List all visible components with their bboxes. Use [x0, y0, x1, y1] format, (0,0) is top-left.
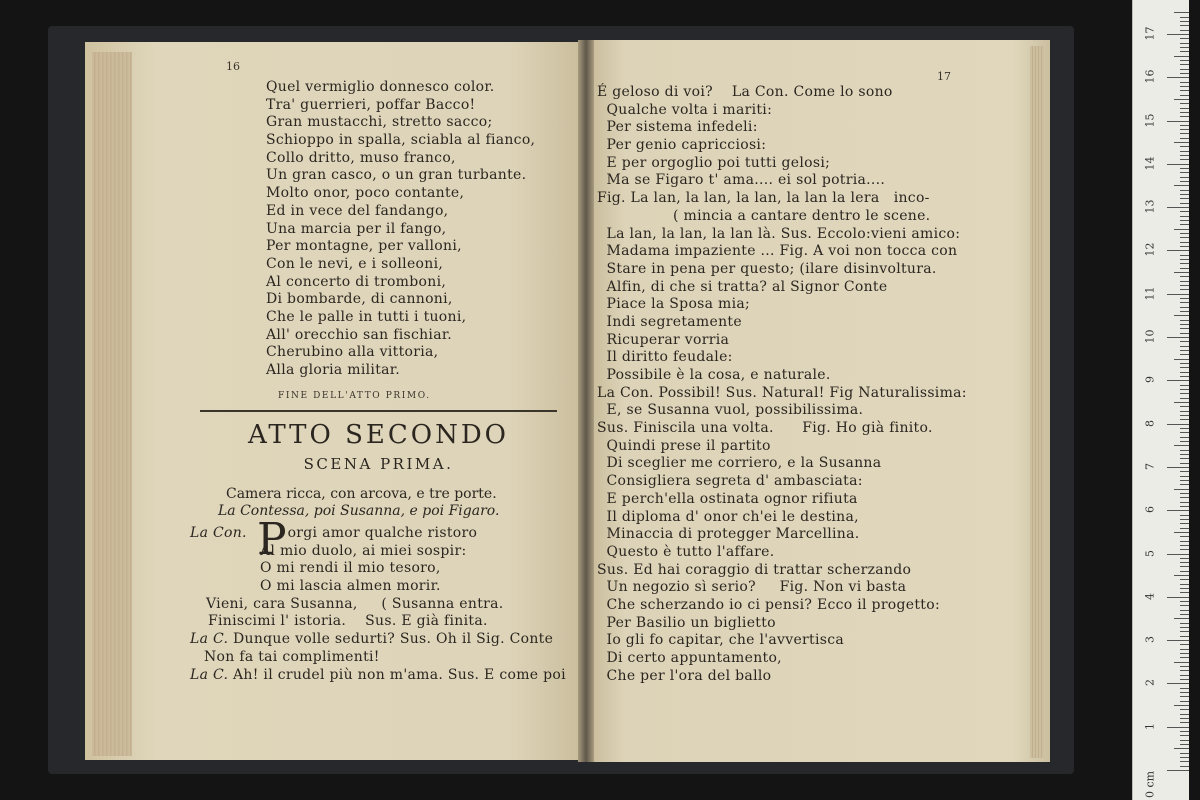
ruler-tick — [1180, 471, 1189, 472]
speaker-name: La C. — [190, 631, 234, 648]
ruler-tick — [1180, 168, 1189, 169]
verse-line: Molto onor, poco contante, — [266, 185, 465, 202]
ruler-tick — [1180, 298, 1189, 299]
ruler-tick — [1167, 424, 1189, 425]
ruler-number: 16 — [1143, 69, 1157, 84]
ruler-tick — [1180, 307, 1189, 308]
ruler-number: 17 — [1143, 26, 1157, 41]
ruler-tick — [1180, 528, 1189, 529]
text-line: Per Basilio un biglietto — [597, 614, 776, 631]
text-line: ( mincia a cantare dentro le scene. — [597, 207, 931, 224]
ruler-tick — [1180, 220, 1189, 221]
ruler-tick — [1180, 302, 1189, 303]
stage-direction-characters: La Contessa, poi Susanna, e poi Figaro. — [218, 503, 500, 519]
ruler-tick — [1180, 657, 1189, 658]
ruler-tick — [1167, 77, 1189, 78]
ruler-tick — [1180, 761, 1189, 762]
ruler-tick — [1180, 515, 1189, 516]
ruler-tick — [1180, 562, 1189, 563]
ruler-tick — [1180, 328, 1189, 329]
text-line: Stare in pena per questo; (ilare disinvoltura. — [597, 260, 937, 277]
ruler-tick — [1180, 129, 1189, 130]
book-gutter — [578, 40, 594, 762]
ruler-tick — [1180, 718, 1189, 719]
ruler-tick — [1180, 579, 1189, 580]
ruler-tick — [1174, 662, 1189, 663]
ruler-tick — [1174, 575, 1189, 576]
ruler-tick — [1180, 419, 1189, 420]
ruler-number: 1 — [1143, 722, 1157, 730]
text-line: Qualche volta i mariti: — [597, 101, 773, 118]
text-line: Di sceglier me corriero, e la Susanna — [597, 455, 882, 472]
ruler-number: 10 — [1143, 329, 1157, 344]
text-line: La Con. Possibil! Sus. Natural! Fig Naturalissima: — [597, 384, 967, 401]
ruler-tick — [1180, 666, 1189, 667]
text-line: Madama impaziente ... Fig. A voi non tocca con — [597, 243, 958, 260]
stage-direction-setting: Camera ricca, con arcova, e tre porte. — [226, 486, 497, 502]
dialogue-line — [190, 667, 566, 685]
text-line: Possibile è la cosa, e naturale. — [597, 367, 831, 383]
ruler-tick — [1180, 146, 1189, 147]
ruler-tick — [1180, 155, 1189, 156]
dialogue-line — [190, 543, 566, 561]
ruler-tick — [1180, 692, 1189, 693]
dialogue-text: Al mio duolo, ai miei sospir: — [260, 542, 467, 559]
measuring-ruler — [1132, 0, 1189, 800]
ruler-tick — [1180, 246, 1189, 247]
verse-line: Per montagne, per valloni, — [266, 238, 462, 255]
dialogue-line — [190, 525, 566, 543]
text-line: Questo è tutto l'affare. — [597, 543, 775, 560]
ruler-tick — [1180, 311, 1189, 312]
ruler-tick — [1167, 554, 1189, 555]
text-line: Che scherzando io ci pensi? Ecco il progetto: — [597, 596, 940, 613]
end-of-act-label: FINE DELL'ATTO PRIMO. — [278, 391, 431, 401]
ruler-tick — [1180, 64, 1189, 65]
dialogue-line — [190, 631, 566, 649]
ruler-tick — [1167, 597, 1189, 598]
ruler-tick — [1174, 229, 1189, 230]
ruler-tick — [1180, 385, 1189, 386]
ruler-tick — [1180, 73, 1189, 74]
ruler-tick — [1174, 445, 1189, 446]
page-edges-right — [1030, 46, 1044, 758]
verse-line: Di bombarde, di cannoni, — [266, 291, 453, 308]
dialogue-text: orgi amor qualche ristoro — [287, 525, 478, 541]
ruler-tick — [1180, 614, 1189, 615]
text-line: É geloso di voi? La Con. Come lo sono — [597, 84, 893, 100]
ruler-tick — [1167, 164, 1189, 165]
ruler-tick — [1167, 121, 1189, 122]
dialogue-line — [190, 560, 566, 578]
text-line: Io gli fo capitar, che l'avvertisca — [597, 632, 845, 649]
dialogue-text: Finiscimi l' istoria. Sus. E già finita. — [208, 613, 488, 630]
ruler-tick — [1180, 363, 1189, 364]
ruler-tick — [1180, 722, 1189, 723]
ruler-tick — [1180, 320, 1189, 321]
dialogue-text: Dunque volle sedurti? Sus. Oh il Sig. Conte — [233, 631, 554, 648]
ruler-tick — [1180, 133, 1189, 134]
ruler-tick — [1167, 380, 1189, 381]
ruler-tick — [1180, 675, 1189, 676]
ruler-tick — [1180, 588, 1189, 589]
ruler-tick — [1180, 740, 1189, 741]
ruler-tick — [1180, 125, 1189, 126]
ruler-tick — [1180, 571, 1189, 572]
text-line: Minaccia di protegger Marcellina. — [597, 526, 860, 543]
ruler-tick — [1180, 30, 1189, 31]
ruler-tick — [1167, 640, 1189, 641]
ruler-tick — [1180, 25, 1189, 26]
dialogue-line — [190, 613, 566, 631]
ruler-tick — [1180, 757, 1189, 758]
ruler-tick — [1180, 259, 1189, 260]
ruler-tick — [1180, 51, 1189, 52]
ruler-tick — [1180, 95, 1189, 96]
ruler-tick — [1180, 224, 1189, 225]
ruler-tick — [1180, 177, 1189, 178]
ruler-tick — [1180, 450, 1189, 451]
ruler-tick — [1180, 289, 1189, 290]
verse-line: Alla gloria militar. — [266, 362, 400, 378]
text-line: Che per l'ora del ballo — [597, 667, 772, 684]
ruler-tick — [1180, 605, 1189, 606]
verse-line: Schioppo in spalla, sciabla al fianco, — [266, 132, 536, 149]
ruler-tick — [1180, 623, 1189, 624]
ruler-tick — [1180, 411, 1189, 412]
verse-line: All' orecchio san fischiar. — [266, 326, 453, 343]
ruler-tick — [1180, 627, 1189, 628]
speaker-name: La Con. — [190, 525, 252, 541]
ruler-number: 4 — [1143, 592, 1157, 600]
ruler-tick — [1180, 437, 1189, 438]
ruler-tick — [1180, 497, 1189, 498]
ruler-tick — [1180, 458, 1189, 459]
ruler-number: 2 — [1143, 679, 1157, 687]
ruler-tick — [1180, 519, 1189, 520]
dialogue-text: Non fa tai complimenti! — [204, 648, 380, 665]
text-line: Il diritto feudale: — [597, 349, 733, 366]
text-line: La lan, la lan, la lan là. Sus. Eccolo:vieni amico: — [597, 225, 961, 242]
ruler-tick — [1180, 636, 1189, 637]
ruler-tick — [1180, 194, 1189, 195]
ruler-tick — [1180, 203, 1189, 204]
page-number-left: 16 — [226, 60, 240, 73]
ruler-tick — [1180, 502, 1189, 503]
ruler-tick — [1174, 315, 1189, 316]
ruler-tick — [1180, 69, 1189, 70]
ruler-tick — [1180, 398, 1189, 399]
ruler-tick — [1174, 359, 1189, 360]
ruler-tick — [1180, 441, 1189, 442]
ruler-tick — [1174, 489, 1189, 490]
ruler-tick — [1180, 696, 1189, 697]
ruler-tick — [1180, 190, 1189, 191]
ruler-tick — [1180, 701, 1189, 702]
ruler-tick — [1180, 493, 1189, 494]
act-title: ATTO SECONDO — [247, 420, 509, 450]
drop-cap: P — [257, 514, 287, 565]
ruler-tick — [1180, 60, 1189, 61]
ruler-tick — [1180, 138, 1189, 139]
ruler-tick — [1180, 670, 1189, 671]
ruler-tick — [1180, 753, 1189, 754]
ruler-tick — [1167, 683, 1189, 684]
text-line: Consigliera segreta d' ambasciata: — [597, 473, 863, 490]
ruler-tick — [1174, 99, 1189, 100]
ruler-tick — [1180, 263, 1189, 264]
ruler-tick — [1167, 337, 1189, 338]
ruler-tick — [1180, 376, 1189, 377]
ruler-tick — [1180, 558, 1189, 559]
ruler-tick — [1180, 484, 1189, 485]
ruler-tick — [1167, 250, 1189, 251]
ruler-tick — [1180, 679, 1189, 680]
ruler-tick — [1174, 185, 1189, 186]
ruler-tick — [1180, 463, 1189, 464]
ruler-tick — [1180, 644, 1189, 645]
ruler-tick — [1180, 341, 1189, 342]
ruler-tick — [1180, 566, 1189, 567]
text-line: Il diploma d' onor ch'ei le destina, — [597, 508, 859, 525]
ruler-tick — [1180, 116, 1189, 117]
verse-line: Gran mustacchi, stretto sacco; — [266, 114, 493, 131]
ruler-tick — [1174, 618, 1189, 619]
text-line: E perch'ella ostinata ognor rifiuta — [597, 490, 858, 507]
text-line: Un negozio sì serio? Fig. Non vi basta — [597, 579, 907, 596]
ruler-tick — [1180, 714, 1189, 715]
ruler-tick — [1180, 584, 1189, 585]
ruler-tick — [1180, 211, 1189, 212]
ruler-tick — [1174, 12, 1189, 13]
ruler-tick — [1167, 727, 1189, 728]
ruler-tick — [1180, 610, 1189, 611]
text-line: Indi segretamente — [597, 313, 742, 330]
ruler-number: 7 — [1143, 462, 1157, 470]
ruler-tick — [1167, 510, 1189, 511]
ruler-tick — [1180, 17, 1189, 18]
speaker-name: La C. — [190, 666, 234, 683]
ruler-tick — [1180, 536, 1189, 537]
ruler-tick — [1180, 181, 1189, 182]
ruler-tick — [1180, 108, 1189, 109]
ruler-tick — [1174, 142, 1189, 143]
verse-line: Al concerto di tromboni, — [266, 273, 447, 290]
ruler-tick — [1180, 346, 1189, 347]
left-verse-block — [266, 79, 535, 380]
ruler-number: 5 — [1143, 549, 1157, 557]
ruler-tick — [1180, 350, 1189, 351]
ruler-tick — [1180, 731, 1189, 732]
ruler-tick — [1167, 294, 1189, 295]
ruler-number: 9 — [1143, 376, 1157, 384]
ruler-tick — [1180, 172, 1189, 173]
ruler-tick — [1167, 770, 1189, 771]
text-line: Per genio capricciosi: — [597, 137, 767, 154]
ruler-tick — [1174, 402, 1189, 403]
ruler-tick — [1180, 103, 1189, 104]
ruler-tick — [1180, 159, 1189, 160]
page-number-right: 17 — [937, 70, 951, 83]
dialogue-text: O mi rendi il mio tesoro, — [260, 560, 441, 577]
ruler-number: 3 — [1143, 636, 1157, 644]
ruler-tick — [1180, 216, 1189, 217]
ruler-tick — [1180, 744, 1189, 745]
ruler-tick — [1180, 709, 1189, 710]
ruler-tick — [1180, 476, 1189, 477]
ruler-tick — [1180, 367, 1189, 368]
ruler-tick — [1180, 43, 1189, 44]
ruler-tick — [1180, 281, 1189, 282]
verse-line: Un gran casco, o un gran turbante. — [266, 167, 527, 184]
text-line: E, se Susanna vuol, possibilissima. — [597, 402, 864, 419]
ruler-tick — [1180, 541, 1189, 542]
ruler-tick — [1180, 766, 1189, 767]
ruler-unit-label: 0 cm — [1143, 770, 1157, 799]
ruler-tick — [1180, 354, 1189, 355]
verse-line: Collo dritto, muso franco, — [266, 149, 456, 166]
dialogue-line — [190, 578, 566, 596]
verse-line: Ed in vece del fandango, — [266, 202, 449, 219]
verse-line: Cherubino alla vittoria, — [266, 344, 439, 361]
ruler-tick — [1180, 285, 1189, 286]
ruler-tick — [1180, 233, 1189, 234]
ruler-tick — [1174, 272, 1189, 273]
ruler-tick — [1167, 467, 1189, 468]
ruler-tick — [1180, 389, 1189, 390]
section-divider — [200, 410, 557, 412]
ruler-tick — [1180, 415, 1189, 416]
ruler-tick — [1180, 393, 1189, 394]
verse-line: Con le nevi, e i solleoni, — [266, 255, 444, 272]
verse-line: Quel vermiglio donnesco color. — [266, 79, 495, 95]
ruler-tick — [1180, 112, 1189, 113]
ruler-tick — [1174, 532, 1189, 533]
ruler-tick — [1180, 549, 1189, 550]
dialogue-line — [190, 596, 566, 614]
text-line: Alfin, di che si tratta? al Signor Conte — [597, 278, 888, 295]
ruler-tick — [1180, 649, 1189, 650]
ruler-tick — [1167, 34, 1189, 35]
ruler-tick — [1180, 506, 1189, 507]
ruler-tick — [1180, 523, 1189, 524]
ruler-tick — [1180, 372, 1189, 373]
ruler-tick — [1180, 406, 1189, 407]
ruler-tick — [1180, 480, 1189, 481]
ruler-number: 11 — [1143, 286, 1157, 301]
text-line: E per orgoglio poi tutti gelosi; — [597, 154, 831, 171]
text-line: Di certo appuntamento, — [597, 650, 782, 666]
ruler-tick — [1180, 276, 1189, 277]
text-line: Quindi prese il partito — [597, 437, 771, 454]
ruler-tick — [1180, 242, 1189, 243]
ruler-tick — [1180, 86, 1189, 87]
page-edges-left — [92, 52, 132, 756]
ruler-tick — [1167, 207, 1189, 208]
dialogue-text: Ah! il crudel più non m'ama. Sus. E come poi — [233, 666, 566, 683]
left-dialogue-block — [190, 525, 566, 684]
ruler-tick — [1180, 90, 1189, 91]
text-line: Piace la Sposa mia; — [597, 296, 751, 313]
text-line: Per sistema infedeli: — [597, 119, 758, 136]
ruler-tick — [1180, 592, 1189, 593]
ruler-tick — [1174, 705, 1189, 706]
ruler-tick — [1180, 545, 1189, 546]
text-line: Ricuperar vorria — [597, 331, 730, 348]
ruler-tick — [1180, 653, 1189, 654]
ruler-tick — [1180, 324, 1189, 325]
ruler-tick — [1180, 198, 1189, 199]
text-line: Fig. La lan, la lan, la lan, la lan la lera inco- — [597, 190, 930, 207]
right-text-block — [597, 84, 967, 685]
dialogue-line — [190, 649, 566, 667]
ruler-tick — [1180, 688, 1189, 689]
dialogue-text: O mi lascia almen morir. — [260, 578, 441, 595]
ruler-tick — [1174, 56, 1189, 57]
ruler-tick — [1180, 268, 1189, 269]
ruler-number: 13 — [1143, 199, 1157, 214]
dialogue-text: Vieni, cara Susanna, ( Susanna entra. — [206, 595, 504, 612]
text-line: Sus. Ed hai coraggio di trattar scherzando — [597, 561, 912, 578]
ruler-tick — [1180, 38, 1189, 39]
scene-title: SCENA PRIMA. — [303, 455, 454, 473]
ruler-tick — [1180, 454, 1189, 455]
ruler-tick — [1180, 631, 1189, 632]
ruler-number: 14 — [1143, 156, 1157, 171]
text-line: Sus. Finiscila una volta. Fig. Ho già finito. — [597, 420, 933, 437]
ruler-tick — [1180, 428, 1189, 429]
ruler-tick — [1180, 82, 1189, 83]
ruler-tick — [1180, 255, 1189, 256]
ruler-tick — [1180, 237, 1189, 238]
ruler-tick — [1180, 47, 1189, 48]
text-line: Ma se Figaro t' ama.... ei sol potria.... — [597, 172, 886, 189]
ruler-tick — [1180, 151, 1189, 152]
verse-line: Che le palle in tutti i tuoni, — [266, 308, 467, 325]
ruler-number: 15 — [1143, 113, 1157, 127]
ruler-tick — [1180, 735, 1189, 736]
ruler-tick — [1180, 21, 1189, 22]
ruler-tick — [1180, 333, 1189, 334]
verse-line: Tra' guerrieri, poffar Bacco! — [266, 96, 476, 113]
ruler-tick — [1174, 748, 1189, 749]
ruler-tick — [1180, 432, 1189, 433]
ruler-number: 6 — [1143, 506, 1157, 514]
ruler-tick — [1180, 601, 1189, 602]
ruler-number: 12 — [1143, 242, 1157, 257]
verse-line: Una marcia per il fango, — [266, 220, 447, 237]
ruler-number: 8 — [1143, 419, 1157, 427]
